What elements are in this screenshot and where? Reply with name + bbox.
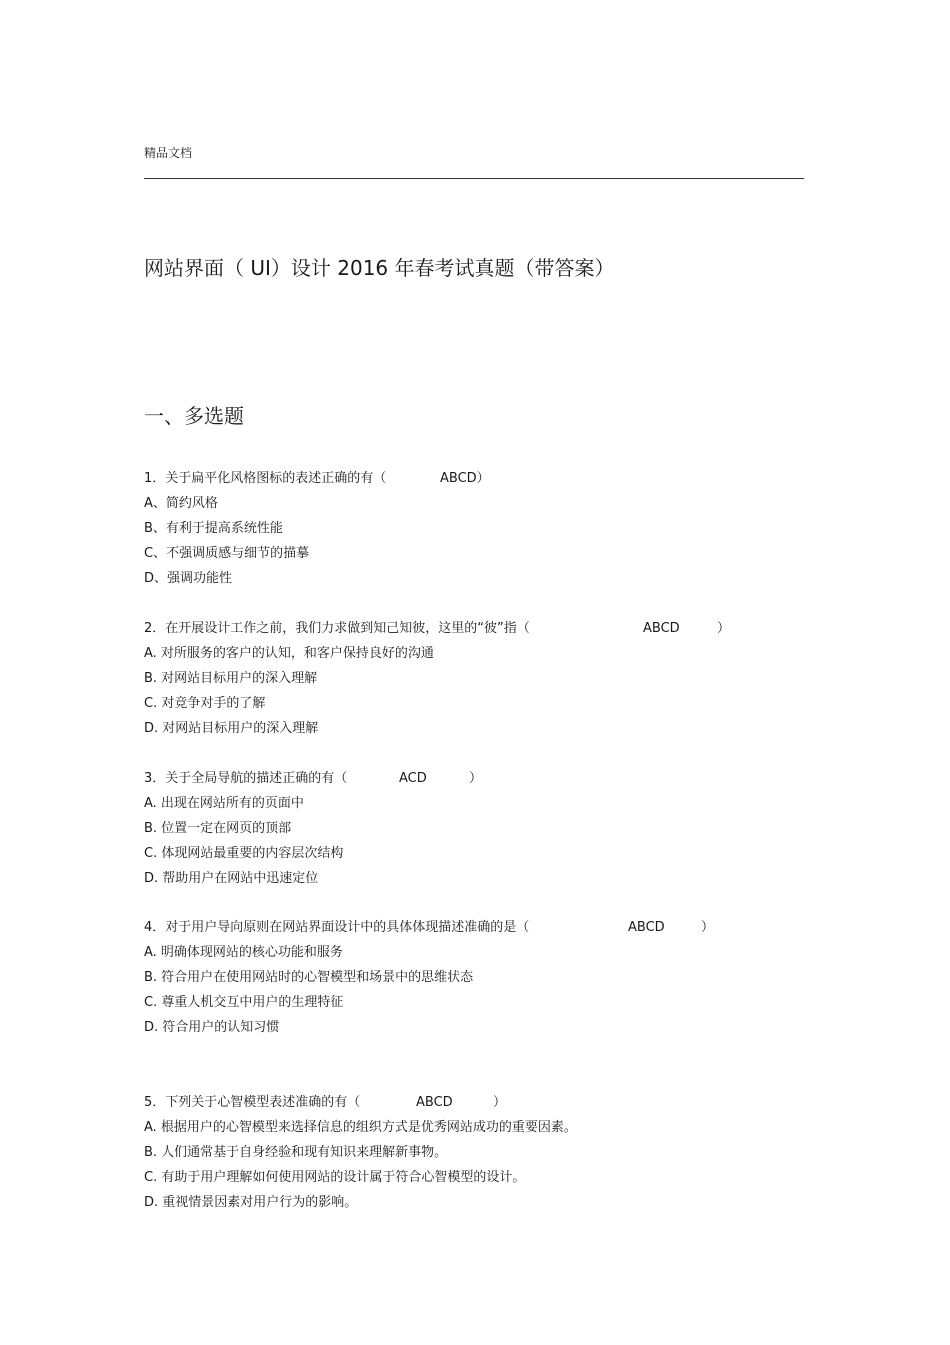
option-d: D、强调功能性 — [144, 571, 233, 586]
question-text: 3．关于全局导航的描述正确的有（ — [144, 771, 348, 786]
answer-key: ABCD — [628, 920, 665, 935]
question-stem — [144, 770, 804, 795]
question-text: 2．在开展设计工作之前，我们力求做到知己知彼，这里的“彼”指（ — [144, 621, 530, 636]
option-d: D. 重视情景因素对用户行为的影响。 — [144, 1195, 358, 1210]
option-c: C、不强调质感与细节的描摹 — [144, 546, 310, 561]
closing-paren: ） — [701, 920, 715, 935]
option-a: A. 明确体现网站的核心功能和服务 — [144, 945, 343, 960]
header-divider — [144, 178, 804, 179]
closing-paren: ） — [717, 621, 731, 636]
question-stem — [144, 470, 804, 495]
question-text: 4．对于用户导向原则在网站界面设计中的具体体现描述准确的是（ — [144, 920, 530, 935]
question-stem — [144, 620, 804, 645]
answer-key: ABCD — [643, 621, 680, 636]
answer-key: ACD — [399, 771, 427, 786]
option-c: C. 对竞争对手的了解 — [144, 696, 266, 711]
question-4 — [144, 919, 804, 1044]
option-b: B. 对网站目标用户的深入理解 — [144, 671, 318, 686]
question-1 — [144, 470, 804, 595]
option-c: C. 有助于用户理解如何使用网站的设计属于符合心智模型的设计。 — [144, 1170, 526, 1185]
question-stem — [144, 1094, 804, 1119]
option-d: D. 符合用户的认知习惯 — [144, 1020, 280, 1035]
document-title: 网站界面（ UI）设计 2016 年春考试真题（带答案） — [144, 256, 615, 280]
option-b: B. 人们通常基于自身经验和现有知识来理解新事物。 — [144, 1145, 448, 1160]
option-d: D. 帮助用户在网站中迅速定位 — [144, 871, 319, 886]
option-a: A、简约风格 — [144, 496, 218, 511]
option-b: B. 符合用户在使用网站时的心智模型和场景中的思维状态 — [144, 970, 474, 985]
question-5 — [144, 1094, 804, 1219]
option-b: B、有利于提高系统性能 — [144, 521, 283, 536]
question-text: 5．下列关于心智模型表述准确的有（ — [144, 1095, 361, 1110]
header-label: 精品文档 — [144, 146, 193, 160]
option-b: B. 位置一定在网页的顶部 — [144, 821, 292, 836]
closing-paren: ） — [469, 771, 483, 786]
option-d: D. 对网站目标用户的深入理解 — [144, 721, 319, 736]
question-stem — [144, 919, 804, 944]
section-heading: 一、多选题 — [144, 404, 244, 428]
option-a: A. 出现在网站所有的页面中 — [144, 796, 304, 811]
closing-paren: ） — [493, 1095, 507, 1110]
answer-key: ABCD — [416, 1095, 453, 1110]
option-c: C. 尊重人机交互中用户的生理特征 — [144, 995, 344, 1010]
option-c: C. 体现网站最重要的内容层次结构 — [144, 846, 344, 861]
option-a: A. 根据用户的心智模型来选择信息的组织方式是优秀网站成功的重要因素。 — [144, 1120, 577, 1135]
option-a: A. 对所服务的客户的认知，和客户保持良好的沟通 — [144, 646, 434, 661]
question-2 — [144, 620, 804, 745]
question-3 — [144, 770, 804, 895]
question-text: 1．关于扁平化风格图标的表述正确的有（ — [144, 471, 387, 486]
answer-key: ABCD） — [440, 471, 490, 486]
